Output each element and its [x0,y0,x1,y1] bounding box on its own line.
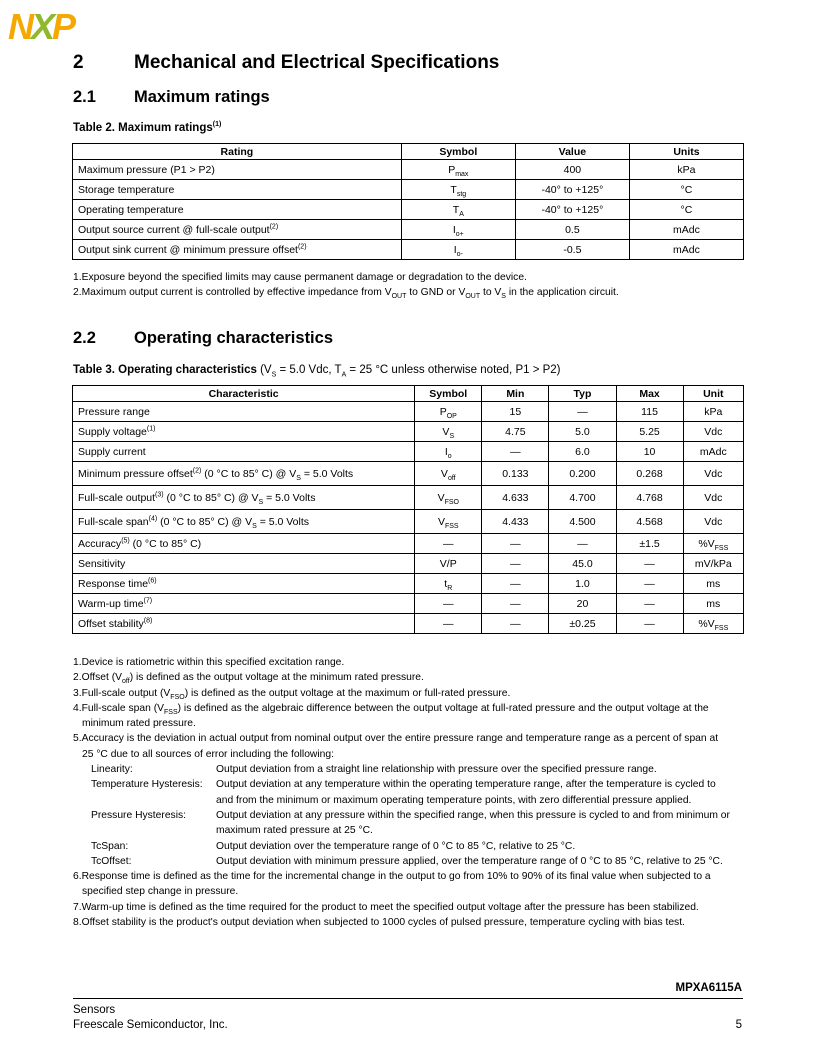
component-label [73,823,216,838]
rating-cell: Storage temperature [73,180,402,200]
characteristic-cell: Offset stability$^{(8)}$ [73,614,415,634]
section-heading [73,52,499,74]
note: 1.Device is ratiometric within this specified excitation range. [73,657,345,668]
component-text: and from the minimum or maximum operating temperature points, with zero differential pressure applied. [216,794,692,806]
characteristic-cell: Full-scale output$^{(3)}$ (0 °C to 85° C) @ $V_S = 5.0$ Volts [73,486,415,510]
typ-cell: — [549,534,616,554]
table-row [73,594,744,614]
section-title: Mechanical and Electrical Specifications [134,52,500,73]
table-row [73,180,744,200]
note: 2.Maximum output current is controlled by effective impedance from $V_{OUT}$ to GND or $V_{OUT}$ to $V_S$ in the application circuit. [73,287,619,301]
note-cont: 25 °C due to all sources of error including the following: [82,748,334,760]
typ-cell: 4.500 [549,510,616,534]
characteristic-cell: Minimum pressure offset$^{(2)}$ (0 °C to 85° C) @ $V_S = 5.0$ Volts [73,462,415,486]
subsection-heading-2-1 [73,88,270,107]
table2-caption: Table 2. Maximum ratings$^{(1)}$ [73,121,222,134]
unit-cell: Vdc [683,462,743,486]
units-cell: mAdc [629,240,743,260]
subsection-title: Maximum ratings [134,88,270,106]
note-cont: minimum rated pressure. [82,718,196,730]
table-maximum-ratings [72,143,744,260]
max-cell: 0.268 [616,462,683,486]
typ-cell: ±0.25 [549,614,616,634]
note: 7.Warm-up time is defined as the time required for the product to meet the specified output voltage after the pressure has been stabilized. [73,901,699,913]
units-cell: °C [629,180,743,200]
value-cell: -40° to +125° [515,180,629,200]
characteristic-cell: Warm-up time$^{(7)}$ [73,594,415,614]
column-header: Symbol [415,386,482,402]
min-cell: — [482,574,549,594]
characteristic-cell: Supply current [73,442,415,462]
component-text: Output deviation at any pressure within the specified range, when this pressure is cycled to and from minimum or [216,809,730,821]
symbol-cell: $V_{off}$ [415,462,482,486]
min-cell: — [482,442,549,462]
note: 2.Offset $(V_{off})$ is defined as the output voltage at the minimum rated pressure. [73,672,424,686]
component-text: maximum rated pressure at 25 °C. [216,825,373,837]
table3-caption: Table 3. Operating characteristics ($V_S = 5.0$ Vdc, $T_A = 25$ °C unless otherwise noted, P1 > P2) [73,364,561,379]
typ-cell: 45.0 [549,554,616,574]
symbol-cell: — [415,534,482,554]
min-cell: 4.75 [482,422,549,442]
max-cell: 10 [616,442,683,462]
typ-cell: 1.0 [549,574,616,594]
section-number: 2 [73,52,84,73]
units-cell: °C [629,200,743,220]
symbol-cell: — [415,614,482,634]
note: 8.Offset stability is the product's output deviation when subjected to 1000 cycles of pulsed pressure, temperature cycling with bias test. [73,917,685,929]
max-cell: 115 [616,402,683,422]
subsection-number: 2.2 [73,329,96,347]
unit-cell: mV/kPa [683,554,743,574]
unit-cell: ms [683,574,743,594]
symbol-cell: — [415,594,482,614]
accuracy-component [73,808,730,823]
typ-cell: 20 [549,594,616,614]
table-row [73,240,744,260]
footer-divider [73,998,743,999]
component-label: TcOffset: [91,855,132,867]
symbol-cell: $V_{FSS}$ [415,510,482,534]
rating-cell: Maximum pressure (P1 > P2) [73,160,402,180]
min-cell: 15 [482,402,549,422]
note: 5.Accuracy is the deviation in actual output from nominal output over the entire pressure range and temperature range as a percent of span at [73,733,719,745]
value-cell: -40° to +125° [515,200,629,220]
min-cell: — [482,554,549,574]
table-operating-characteristics [72,385,744,634]
unit-cell: ms [683,594,743,614]
subsection-title: Operating characteristics [134,329,333,347]
typ-cell: 4.700 [549,486,616,510]
table-row [73,442,744,462]
column-header: Min [482,386,549,402]
value-cell: 0.5 [515,220,629,240]
min-cell: — [482,614,549,634]
unit-cell: Vdc [683,422,743,442]
characteristic-cell: Accuracy$^{(5)}$ (0 °C to 85° C) [73,534,415,554]
column-header: Symbol [401,144,515,160]
note: 6.Response time is defined as the time for the incremental change in the output to go from 10% to 90% of its final value when subjected to a [73,871,711,883]
component-label: Temperature Hysteresis: [91,779,203,791]
symbol-cell: $T_A$ [401,200,515,220]
value-cell: -0.5 [515,240,629,260]
symbol-cell: $I_{o+}$ [401,220,515,240]
symbol-cell: $I_{o-}$ [401,240,515,260]
table-row [73,574,744,594]
max-cell: 5.25 [616,422,683,442]
min-cell: — [482,534,549,554]
component-label [73,793,216,808]
unit-cell: Vdc [683,486,743,510]
symbol-cell: V/P [415,554,482,574]
characteristic-cell: Pressure range [73,402,415,422]
accuracy-components [73,762,730,869]
symbol-cell: $P_{max}$ [401,160,515,180]
table-row [73,462,744,486]
max-cell: — [616,554,683,574]
table-row [73,486,744,510]
symbol-cell: $V_{FSO}$ [415,486,482,510]
max-cell: — [616,614,683,634]
table-row [73,510,744,534]
typ-cell: — [549,402,616,422]
min-cell: — [482,594,549,614]
part-number: MPXA6115A [675,982,742,994]
component-text: Output deviation with minimum pressure applied, over the temperature range of 0 °C to 85 °C, relative to 25 °C. [216,855,723,867]
max-cell: — [616,574,683,594]
table-row [73,422,744,442]
table-row [73,402,744,422]
max-cell: 4.568 [616,510,683,534]
accuracy-component [73,777,730,792]
footer-company: Freescale Semiconductor, Inc. [73,1019,228,1031]
column-header: Max [616,386,683,402]
subsection-number: 2.1 [73,88,96,106]
page-number: 5 [735,1019,742,1031]
max-cell: — [616,594,683,614]
footer-sensors: Sensors [73,1004,116,1016]
table2-notes [73,270,619,301]
max-cell: 4.768 [616,486,683,510]
symbol-cell: $t_R$ [415,574,482,594]
value-cell: 400 [515,160,629,180]
table-row [73,220,744,240]
characteristic-cell: Response time$^{(6)}$ [73,574,415,594]
table-row [73,614,744,634]
subsection-heading-2-2 [73,329,333,348]
units-cell: mAdc [629,220,743,240]
accuracy-component [73,854,730,869]
min-cell: 4.633 [482,486,549,510]
symbol-cell: $P_{OP}$ [415,402,482,422]
unit-cell: $\%V_{FSS}$ [683,534,743,554]
note-cont: specified step change in pressure. [82,886,239,898]
component-label: Pressure Hysteresis: [91,809,186,821]
accuracy-component [73,793,730,808]
rating-cell: Output source current @ full-scale output$^{(2)}$ [73,220,402,240]
column-header: Unit [683,386,743,402]
accuracy-component [73,762,730,777]
component-label: TcSpan: [91,840,129,852]
column-header: Value [515,144,629,160]
max-cell: ±1.5 [616,534,683,554]
column-header: Characteristic [73,386,415,402]
characteristic-cell: Sensitivity [73,554,415,574]
characteristic-cell: Full-scale span$^{(4)}$ (0 °C to 85° C) @ $V_S = 5.0$ Volts [73,510,415,534]
table-row [73,554,744,574]
typ-cell: 5.0 [549,422,616,442]
component-text: Output deviation over the temperature range of 0 °C to 85 °C, relative to 25 °C. [216,840,576,852]
unit-cell: $\%V_{FSS}$ [683,614,743,634]
typ-cell: 6.0 [549,442,616,462]
column-header: Rating [73,144,402,160]
table-row [73,160,744,180]
note: 4.Full-scale span $(V_{FSS})$ is defined as the algebraic difference between the output voltage at full-rated pressure and the output voltage at the [73,702,709,716]
note: 3.Full-scale output $(V_{FSO})$ is defined as the output voltage at the maximum or full-rated pressure. [73,687,511,701]
min-cell: 4.433 [482,510,549,534]
typ-cell: 0.200 [549,462,616,486]
nxp-logo: NXP [8,6,74,47]
component-text: Output deviation at any temperature within the operating temperature range, after the temperature is cycled to [216,779,716,791]
column-header: Typ [549,386,616,402]
min-cell: 0.133 [482,462,549,486]
component-text: Output deviation from a straight line relationship with pressure over the specified pressure range. [216,764,657,776]
table-row [73,200,744,220]
unit-cell: mAdc [683,442,743,462]
unit-cell: kPa [683,402,743,422]
accuracy-component [73,839,730,854]
symbol-cell: $T_{stg}$ [401,180,515,200]
rating-cell: Operating temperature [73,200,402,220]
characteristic-cell: Supply voltage$^{(1)}$ [73,422,415,442]
units-cell: kPa [629,160,743,180]
symbol-cell: $I_o$ [415,442,482,462]
unit-cell: Vdc [683,510,743,534]
table-row [73,534,744,554]
accuracy-component [73,823,730,838]
component-label: Linearity: [91,764,133,776]
rating-cell: Output sink current @ minimum pressure offset$^{(2)}$ [73,240,402,260]
note: 1.Exposure beyond the specified limits may cause permanent damage or degradation to the device. [73,272,527,283]
table3-notes [73,655,730,930]
symbol-cell: $V_S$ [415,422,482,442]
column-header: Units [629,144,743,160]
